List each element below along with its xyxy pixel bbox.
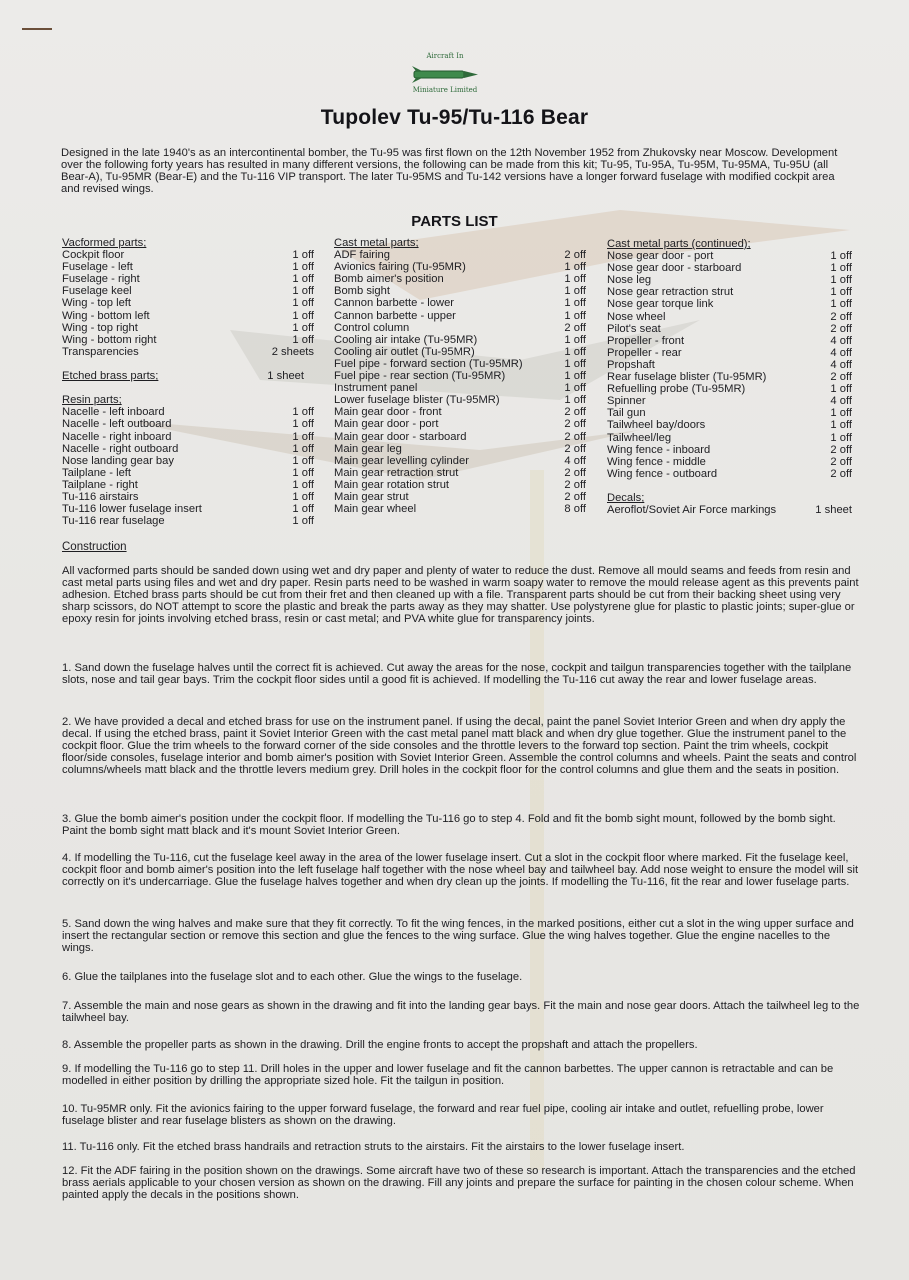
parts-list-heading: PARTS LIST [411, 213, 498, 230]
step-9: 9. If modelling the Tu-116 go to step 11. Drill holes in the upper and lower fuselage and fit the cannon barbettes. The upper cannon is retractable and can be modelled in either position by drilling the appropriate sized hole. Fit the tailgun in position. [62, 1063, 834, 1088]
part-qty: 1 off [564, 309, 586, 322]
part-qty: 1 off [292, 478, 314, 491]
part-name: Main gear wheel [334, 503, 417, 516]
part-row [607, 419, 852, 431]
part-name: Avionics fairing (Tu-95MR) [334, 261, 466, 274]
part-name: Fuselage - left [62, 261, 133, 274]
part-qty: 2 off [830, 467, 852, 480]
part-qty: 1 off [830, 262, 852, 275]
part-row [334, 346, 586, 358]
part-name: Nose landing gear bay [62, 454, 174, 467]
part-qty: 2 off [564, 430, 586, 443]
part-qty: 2 off [564, 406, 586, 419]
etched-brass-qty: 1 sheet [267, 370, 304, 383]
part-qty: 4 off [830, 358, 852, 371]
step-10: 10. Tu-95MR only. Fit the avionics fairing to the upper forward fuselage, the forward and rear fuel pipe, cooling air intake and outlet, refuelling probe, lower fuselage blister and rear fuselage blisters as shown on the drawing. [62, 1103, 824, 1128]
part-name: Main gear strut [334, 490, 409, 503]
step-12: 12. Fit the ADF fairing in the position shown on the drawings. Some aircraft have two of these so research is important. Attach the transparencies and the etched brass aerials applicable to your chosen version as shown on the drawing. Fill any joints and prepare the surface for painting in the chosen colour scheme. When painted apply the decals in the positions shown. [62, 1165, 856, 1202]
part-name: Tailwheel/leg [607, 431, 672, 444]
part-name: Nacelle - left inboard [62, 406, 165, 419]
part-qty: 1 off [564, 261, 586, 274]
part-qty: 1 off [292, 442, 314, 455]
part-name: Nose leg [607, 274, 652, 287]
part-name: Wing - top right [62, 321, 138, 334]
part-row [334, 431, 586, 443]
part-name: Bomb sight [334, 285, 390, 298]
part-row [334, 467, 586, 479]
parts-column-1 [62, 237, 314, 527]
part-row [334, 394, 586, 406]
part-name: Cooling air outlet (Tu-95MR) [334, 345, 475, 358]
part-name: Wing fence - middle [607, 455, 706, 468]
part-row [334, 382, 586, 394]
vacformed-header: Vacformed parts; [62, 237, 147, 249]
part-name: Rear fuselage blister (Tu-95MR) [607, 371, 767, 384]
part-qty: 1 off [830, 419, 852, 432]
part-qty: 1 off [564, 333, 586, 346]
decals-qty: 1 sheet [815, 504, 852, 517]
part-qty: 1 off [292, 297, 314, 310]
corner-mark [22, 18, 52, 22]
parts-column-2 [334, 237, 586, 515]
part-qty: 1 off [292, 249, 314, 262]
part-qty: 1 off [564, 370, 586, 383]
part-row [607, 407, 852, 419]
part-name: Tu-116 airstairs [62, 490, 139, 503]
part-name: Wing - bottom left [62, 309, 150, 322]
cast-metal-header: Cast metal parts; [334, 237, 419, 249]
part-name: Cooling air intake (Tu-95MR) [334, 333, 478, 346]
resin-header: Resin parts; [62, 394, 122, 407]
part-name: Tailplane - left [62, 466, 132, 479]
part-row [607, 250, 852, 262]
part-qty: 1 off [564, 357, 586, 370]
step-3: 3. Glue the bomb aimer's position under the cockpit floor. If modelling the Tu-116 go to step 4. Fold and fit the bomb sight mount, followed by the bomb sight. Paint the bomb sight matt black and it's mount Soviet Interior Green. [62, 813, 836, 838]
step-8: 8. Assemble the propeller parts as shown in the drawing. Drill the engine fronts to accept the propshaft and attach the propellers. [62, 1039, 698, 1051]
step-1: 1. Sand down the fuselage halves until the correct fit is achieved. Cut away the areas for the nose, cockpit and tailgun transparencies together with the tailplane slots, nose and tail gear bays. Trim the cockpit floor sides until a good fit is achieved. If modelling the Tu-116 cut away the rear and lower fuselage areas. [62, 662, 852, 687]
etched-brass-row [62, 370, 314, 382]
part-name: Nose gear torque link [607, 298, 714, 311]
part-row [334, 261, 586, 273]
part-row [334, 443, 586, 455]
part-name: Propeller - rear [607, 346, 682, 359]
part-row [62, 249, 314, 261]
part-row [607, 298, 852, 310]
part-qty: 1 off [292, 418, 314, 431]
part-name: Main gear retraction strut [334, 466, 459, 479]
part-row [334, 334, 586, 346]
part-qty: 1 off [830, 298, 852, 311]
part-name: Instrument panel [334, 382, 418, 395]
part-row [607, 274, 852, 286]
part-qty: 2 off [564, 478, 586, 491]
part-name: Tail gun [607, 407, 646, 420]
part-name: Spinner [607, 395, 646, 408]
part-name: Nose gear retraction strut [607, 286, 734, 299]
part-qty: 1 off [564, 297, 586, 310]
part-qty: 1 off [292, 454, 314, 467]
part-qty: 4 off [564, 454, 586, 467]
part-qty: 1 off [292, 273, 314, 286]
part-name: Nacelle - left outboard [62, 418, 172, 431]
part-qty: 2 off [564, 321, 586, 334]
part-name: Pilot's seat [607, 322, 661, 335]
part-name: Nose gear door - port [607, 250, 714, 263]
part-name: Nacelle - right outboard [62, 442, 179, 455]
part-qty: 2 off [564, 249, 586, 262]
part-qty: 1 off [564, 382, 586, 395]
page-title: Tupolev Tu-95/Tu-116 Bear [320, 106, 589, 129]
part-row [62, 322, 314, 334]
part-row [62, 431, 314, 443]
part-row [334, 370, 586, 382]
part-row [607, 432, 852, 444]
missile-logo-icon [412, 65, 480, 83]
cast-metal-continued-list [607, 250, 852, 480]
part-qty: 2 sheets [271, 345, 314, 358]
step-2: 2. We have provided a decal and etched brass for use on the instrument panel. If using the decal, paint the panel Soviet Interior Green and when dry apply the decal. If using the etched brass, paint it Soviet Interior Green with the cast metal panel matt black and when dry glue together. Glue the instrument panel to the cockpit floor. Glue the trim wheels to the forward corner of the side consoles and the throttle levers to the forward top section. Paint the trim wheels, cockpit floor/side consoles, fuselage interior and bomb aimer's position with Soviet Interior Green. Assemble the control columns and wheels. Paint the seats and control columns/wheels matt black and the throttle levers medium grey. Drill holes in the cockpit floor for the control columns and glue them and the seats in position. [62, 716, 857, 777]
part-row [607, 311, 852, 323]
part-row [62, 273, 314, 285]
part-name: Refuelling probe (Tu-95MR) [607, 383, 746, 396]
part-row [334, 285, 586, 297]
part-name: Cockpit floor [62, 249, 125, 262]
part-qty: 1 off [564, 345, 586, 358]
part-qty: 2 off [564, 490, 586, 503]
part-qty: 2 off [830, 455, 852, 468]
part-row [334, 503, 586, 515]
part-name: Lower fuselage blister (Tu-95MR) [334, 394, 500, 407]
part-row [607, 262, 852, 274]
part-name: Wing fence - inboard [607, 443, 711, 456]
part-qty: 1 off [292, 490, 314, 503]
step-7: 7. Assemble the main and nose gears as shown in the drawing and fit into the landing gear bays. Fit the main and nose gear doors. Attach the tailwheel leg to the tailwheel bay. [62, 1000, 860, 1025]
part-row [334, 479, 586, 491]
decals-row [607, 504, 852, 516]
part-qty: 1 off [292, 285, 314, 298]
part-qty: 1 off [564, 273, 586, 286]
part-row [607, 371, 852, 383]
part-qty: 1 off [830, 250, 852, 263]
part-name: Tailplane - right [62, 478, 138, 491]
step-6: 6. Glue the tailplanes into the fuselage slot and to each other. Glue the wings to the fuselage. [62, 971, 523, 983]
part-qty: 1 off [292, 406, 314, 419]
part-row [62, 285, 314, 297]
part-row [607, 444, 852, 456]
part-row [62, 467, 314, 479]
part-qty: 1 off [830, 383, 852, 396]
part-qty: 1 off [292, 261, 314, 274]
intro-paragraph: Designed in the late 1940's as an intercontinental bomber, the Tu-95 was first flown on the 12th November 1952 from Zhukovsky near Moscow. Development over the following forty years has resulted in many different versions, the following can be made from this kit; Tu-95, Tu-95A, Tu-95M, Tu-95MA, Tu-95U (all Bear-A), Tu-95MR (Bear-E) and the Tu-116 VIP transport. The later Tu-95MS and Tu-142 versions have a longer forward fuselage with modified cockpit area and revised wings. [61, 147, 838, 195]
part-row [62, 334, 314, 346]
part-qty: 1 off [292, 309, 314, 322]
part-row [607, 323, 852, 335]
part-qty: 1 off [292, 321, 314, 334]
part-qty: 2 off [830, 322, 852, 335]
part-row [334, 297, 586, 309]
part-row [334, 491, 586, 503]
part-qty: 1 off [292, 515, 314, 528]
part-row [334, 249, 586, 261]
part-qty: 1 off [830, 431, 852, 444]
step-5: 5. Sand down the wing halves and make sure that they fit correctly. To fit the wing fences, in the marked positions, either cut a slot in the wing upper surface and insert the rectangular section or remove this section and glue the fences to the wing surface. Glue the wing halves together. Glue the engine nacelles to the wings. [62, 918, 854, 955]
part-row [62, 491, 314, 503]
step-11: 11. Tu-116 only. Fit the etched brass handrails and retraction struts to the airstairs. Fit the airstairs to the lower fuselage insert. [62, 1141, 685, 1153]
part-row [62, 418, 314, 430]
part-qty: 4 off [830, 346, 852, 359]
part-row [607, 395, 852, 407]
part-name: Main gear door - front [334, 406, 442, 419]
part-name: Bomb aimer's position [334, 273, 444, 286]
etched-brass-header: Etched brass parts; [62, 370, 159, 383]
company-logo [404, 52, 486, 102]
part-qty: 1 off [292, 466, 314, 479]
step-4: 4. If modelling the Tu-116, cut the fuselage keel away in the area of the lower fuselage insert. Cut a slot in the cockpit floor where marked. Fit the fuselage keel, cockpit floor and bomb aimer's position into the left fuselage half together with the nose wheel bay and tailwheel bay. Add nose weight to ensure the model will sit correctly on it's undercarriage. Glue the fuselage halves together and when dry clean up the joints. If modelling the Tu-116, fit the rear and lower fuselage parts. [62, 852, 859, 889]
part-row [334, 406, 586, 418]
part-name: Transparencies [62, 345, 139, 358]
part-name: Wing - top left [62, 297, 132, 310]
part-row [62, 297, 314, 309]
part-name: Fuselage keel [62, 285, 132, 298]
part-row [334, 418, 586, 430]
part-name: Fuel pipe - forward section (Tu-95MR) [334, 357, 523, 370]
part-name: Cannon barbette - upper [334, 309, 456, 322]
decals-header: Decals; [607, 491, 645, 504]
part-row [334, 273, 586, 285]
part-row [62, 310, 314, 322]
part-qty: 2 off [830, 310, 852, 323]
parts-column-3 [607, 238, 852, 516]
part-row [334, 322, 586, 334]
part-row [607, 383, 852, 395]
part-row [607, 286, 852, 298]
part-qty: 1 off [830, 286, 852, 299]
part-qty: 1 off [830, 274, 852, 287]
construction-heading: Construction [62, 541, 127, 553]
part-name: Tailwheel bay/doors [607, 419, 706, 432]
part-qty: 2 off [830, 371, 852, 384]
part-row [62, 479, 314, 491]
part-qty: 1 off [292, 333, 314, 346]
part-qty: 4 off [830, 395, 852, 408]
part-row [62, 346, 314, 358]
part-name: Main gear rotation strut [334, 478, 450, 491]
part-name: Nacelle - right inboard [62, 430, 172, 443]
part-name: Control column [334, 321, 410, 334]
part-row [62, 261, 314, 273]
part-row [607, 359, 852, 371]
part-qty: 2 off [564, 418, 586, 431]
part-row [62, 515, 314, 527]
part-qty: 4 off [830, 334, 852, 347]
part-row [62, 443, 314, 455]
part-row [334, 358, 586, 370]
part-row [334, 310, 586, 322]
part-name: Nose gear door - starboard [607, 262, 742, 275]
part-row [334, 455, 586, 467]
decals-name: Aeroflot/Soviet Air Force markings [607, 504, 777, 517]
part-row [607, 456, 852, 468]
part-name: Propshaft [607, 358, 655, 371]
part-name: Tu-116 lower fuselage insert [62, 503, 202, 516]
resin-list [62, 406, 314, 527]
part-name: Nose wheel [607, 310, 666, 323]
part-row [607, 468, 852, 480]
part-row [607, 347, 852, 359]
part-name: Fuel pipe - rear section (Tu-95MR) [334, 370, 506, 383]
part-qty: 2 off [564, 442, 586, 455]
vacformed-list [62, 249, 314, 358]
construction-intro: All vacformed parts should be sanded down using wet and dry paper and plenty of water to reduce the dust. Remove all mould seams and feeds from resin and cast metal parts using files and wet and dry paper. Resin parts need to be washed in warm soapy water to remove the mould release agent as this prevents paint adhesion. Etched brass parts should be cut from their fret and then cleaned up with a file. Transparent parts should be cut from their backing sheet using very sharp scissors, do NOT attempt to score the plastic and break the parts away as they may shatter. Use polystyrene glue for plastic to plastic joints; super-glue or epoxy resin for joints involving etched brass, resin or cast metal; and PVA white glue for transparency joints. [62, 565, 859, 626]
part-qty: 1 off [830, 407, 852, 420]
part-name: Main gear door - starboard [334, 430, 467, 443]
part-name: Wing - bottom right [62, 333, 157, 346]
logo-bottom-text: Miniature Limited [412, 86, 478, 94]
part-row [607, 335, 852, 347]
part-name: Cannon barbette - lower [334, 297, 455, 310]
cast-metal-continued-header: Cast metal parts (continued); [607, 238, 751, 250]
part-qty: 2 off [564, 466, 586, 479]
part-name: Wing fence - outboard [607, 467, 718, 480]
part-qty: 8 off [564, 503, 586, 516]
part-name: Propeller - front [607, 334, 685, 347]
part-name: ADF fairing [334, 249, 390, 262]
part-qty: 1 off [292, 503, 314, 516]
part-qty: 1 off [564, 394, 586, 407]
part-name: Main gear leg [334, 442, 402, 455]
part-row [62, 455, 314, 467]
part-name: Main gear levelling cylinder [334, 454, 469, 467]
logo-top-text: Aircraft In [426, 52, 464, 60]
part-row [62, 406, 314, 418]
part-name: Tu-116 rear fuselage [62, 515, 165, 528]
part-qty: 1 off [292, 430, 314, 443]
part-name: Main gear door - port [334, 418, 439, 431]
part-qty: 2 off [830, 443, 852, 456]
cast-metal-list [334, 249, 586, 515]
part-row [62, 503, 314, 515]
part-name: Fuselage - right [62, 273, 140, 286]
part-qty: 1 off [564, 285, 586, 298]
